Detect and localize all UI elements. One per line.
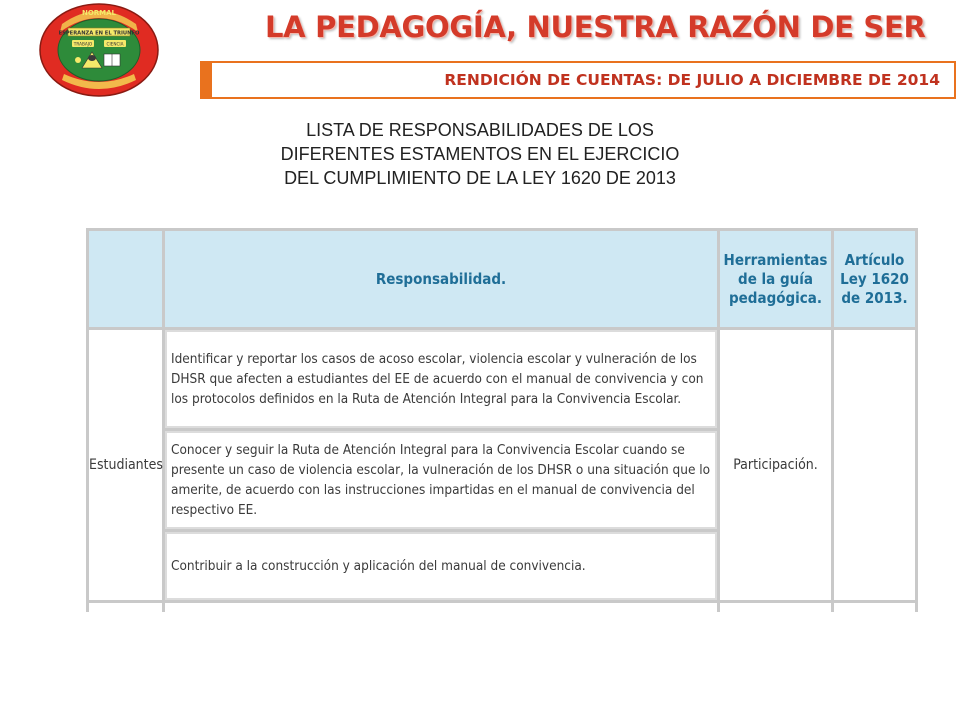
responsabilidad-cell: Conocer y seguir la Ruta de Atención Integral para la Convivencia Escolar cuando se presente un caso de violencia escolar, la vulneración de los DHSR o una situación que lo amerite, de acuerdo con las instrucciones impartidas en el manual de convivencia del respectivo EE. [164, 430, 719, 531]
articulo-cell [833, 329, 917, 602]
svg-text:ESPERANZA EN EL TRIUNFO: ESPERANZA EN EL TRIUNFO [58, 30, 140, 37]
table-header-row [88, 230, 917, 329]
empty-cell [164, 602, 719, 613]
heading-line: DIFERENTES ESTAMENTOS EN EL EJERCICIO [280, 144, 680, 164]
subtitle-band [212, 61, 956, 99]
page-title: LA PEDAGOGÍA, NUESTRA RAZÓN DE SER [265, 10, 926, 44]
heading-line: LISTA DE RESPONSABILIDADES DE LOS [306, 120, 654, 140]
estamento-cell: Estudiantes [88, 329, 164, 602]
header-articulo: Artículo Ley 1620 de 2013. [833, 230, 917, 329]
responsibilities-table-image [86, 228, 918, 612]
empty-cell [719, 602, 833, 613]
responsibilities-table [86, 228, 918, 612]
heading-line: DEL CUMPLIMIENTO DE LA LEY 1620 DE 2013 [284, 168, 676, 188]
table-row [88, 329, 917, 430]
header-responsabilidad: Responsabilidad. [164, 230, 719, 329]
svg-text:CIENCIA: CIENCIA [106, 41, 124, 47]
header-estamento [88, 230, 164, 329]
responsabilidad-cell: Contribuir a la construcción y aplicación del manual de convivencia. [164, 531, 719, 602]
header-herramientas: Herramientas de la guía pedagógica. [719, 230, 833, 329]
subtitle-accent-strip [200, 61, 212, 99]
responsabilidad-cell: Identificar y reportar los casos de acoso escolar, violencia escolar y vulneración de los DHSR que afecten a estudiantes del EE de acuerdo con el manual de convivencia y con los protocolos definidos en la Ruta de Atención Integral para la Convivencia Escolar. [164, 329, 719, 430]
empty-cell [833, 602, 917, 613]
empty-cell [88, 602, 164, 613]
subtitle-banner [200, 61, 956, 99]
school-crest-logo [38, 2, 160, 98]
svg-text:NORMAL: NORMAL [81, 9, 117, 17]
table-row-stub [88, 602, 917, 613]
herramientas-cell: Participación. [719, 329, 833, 602]
section-heading [180, 118, 780, 190]
svg-text:TRABAJO: TRABAJO [73, 41, 93, 47]
subtitle-text: RENDICIÓN DE CUENTAS: DE JULIO A DICIEMBRE DE 2014 [444, 71, 940, 89]
